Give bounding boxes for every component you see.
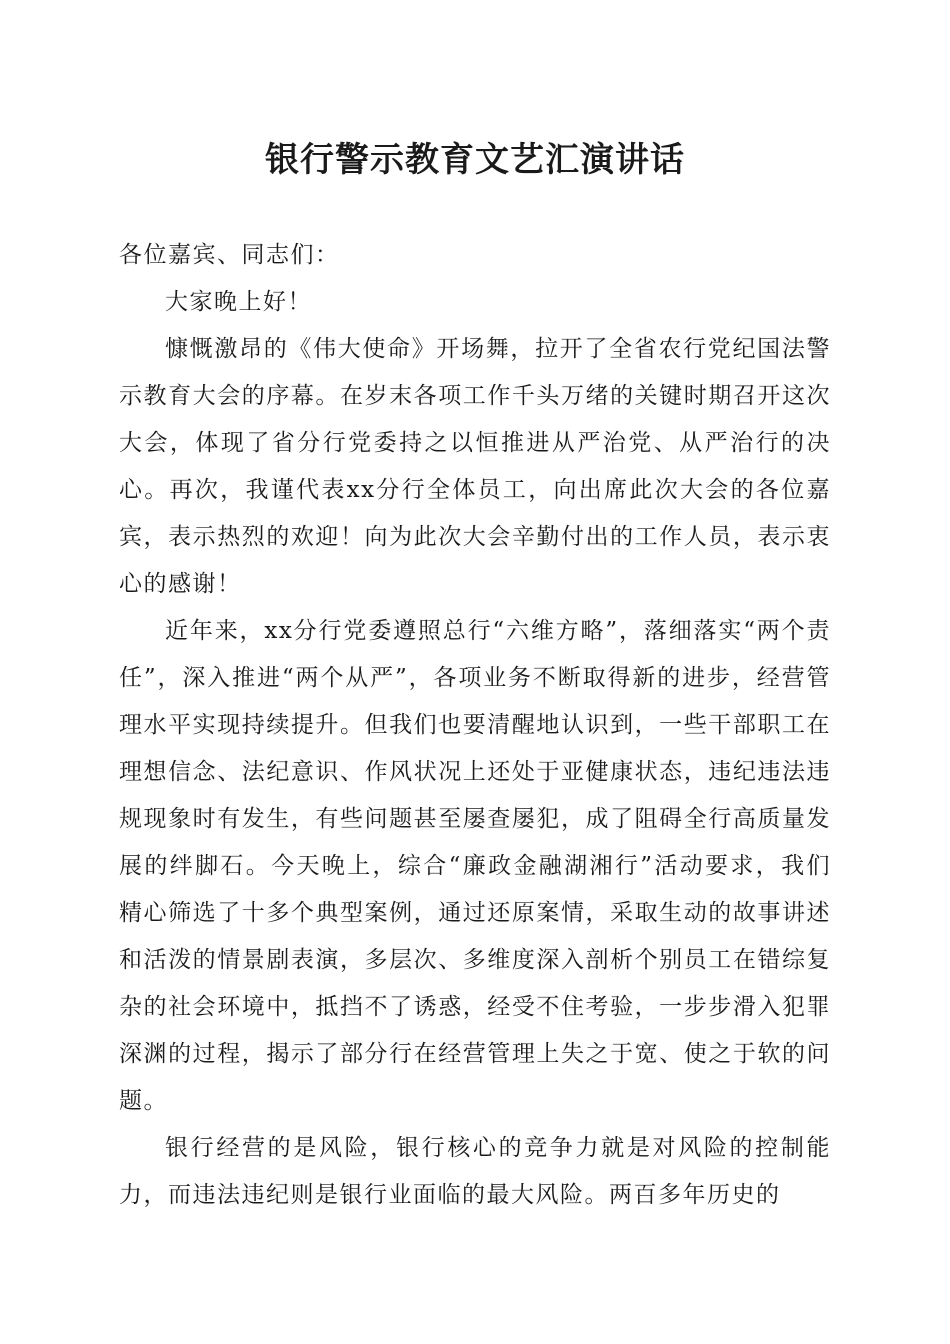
paragraph-opening: 慷慨激昂的《伟大使命》开场舞，拉开了全省农行党纪国法警示教育大会的序幕。在岁末各项工作千头万绪的关键时期召开这次大会，体现了省分行党委持之以恒推进从严治党、从严治行的决心。再次，我谨代表xx分行全体员工，向出席此次大会的各位嘉宾，表示热烈的欢迎！向为此次大会辛勤付出的工作人员，表示衷心的感谢！ xyxy=(119,336,831,597)
paragraph-recent-years: 近年来，xx分行党委遵照总行“六维方略”，落细落实“两个责任”，深入推进“两个从严”，各项业务不断取得新的进步，经营管理水平实现持续提升。但我们也要清醒地认识到，一些干部职工在理想信念、法纪意识、作风状况上还处于亚健康状态，违纪违法违规现象时有发生，有些问题甚至屡查屡犯，成了阻碍全行高质量发展的绊脚石。今天晚上，综合“廉政金融湖湘行”活动要求，我们精心筛选了十多个典型案例，通过还原案情，采取生动的故事讲述和活泼的情景剧表演，多层次、多维度深入剖析个别员工在错综复杂的社会环境中，抵挡不了诱惑，经受不住考验，一步步滑入犯罪深渊的过程，揭示了部分行在经营管理上失之于宽、使之于软的问题。 xyxy=(119,618,831,1114)
salutation: 各位嘉宾、同志们： xyxy=(119,242,340,268)
document-title: 银行警示教育文艺汇演讲话 xyxy=(265,140,685,180)
paragraph-risk: 银行经营的是风险，银行核心的竞争力就是对风险的控制能力，而违法违纪则是银行业面临的最大风险。两百多年历史的 xyxy=(119,1135,831,1208)
document-body xyxy=(119,232,831,1219)
paragraph-greeting: 大家晚上好！ xyxy=(165,289,312,315)
